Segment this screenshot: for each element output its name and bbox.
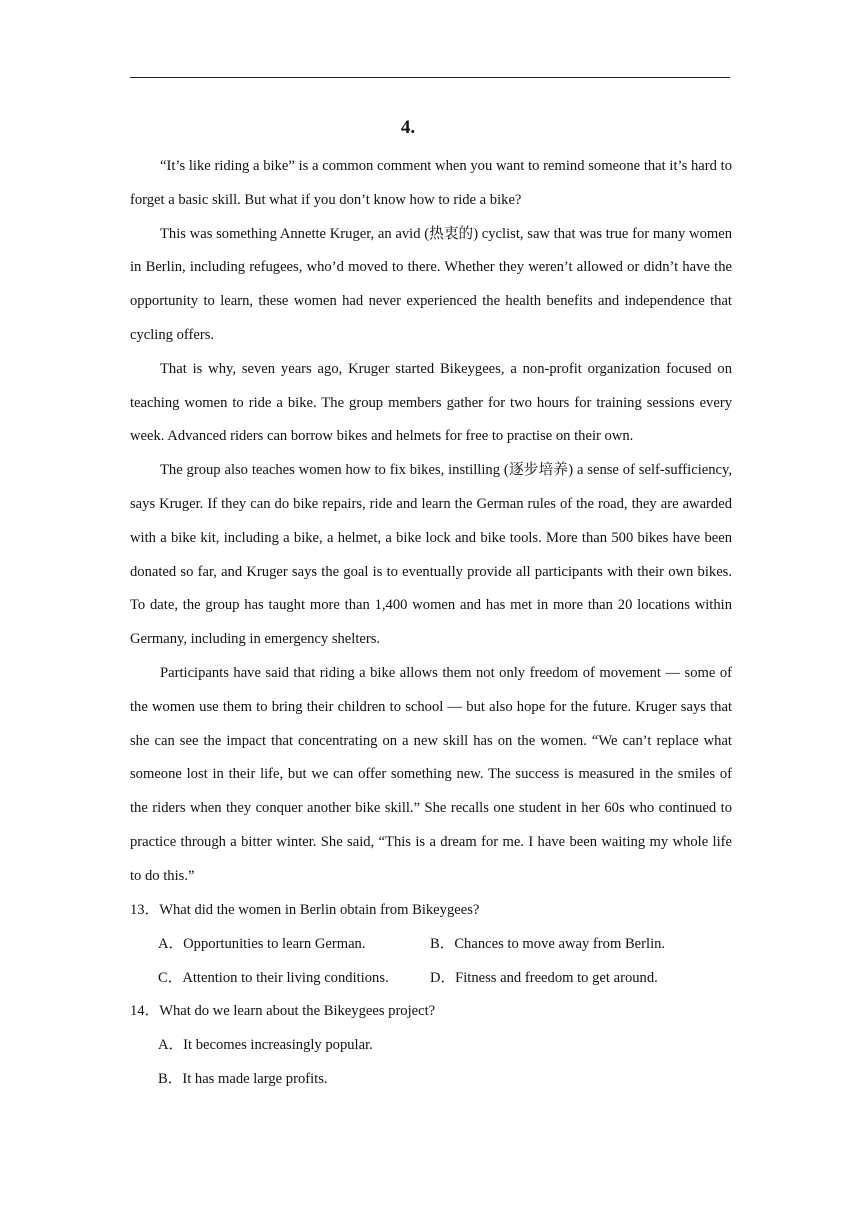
passage-body — [130, 150, 732, 894]
question-14-stem: 14．What do we learn about the Bikeygees project? — [130, 1003, 436, 1020]
question-13-options-row-2 — [130, 962, 732, 996]
questions-section — [130, 894, 732, 1097]
passage-paragraph-1: “It’s like riding a bike” is a common comment when you want to remind someone that it’s hard to forget a basic skill. But what if you don’t know how to ride a bike? — [130, 158, 732, 208]
question-13-option-a: A．Opportunities to learn German. — [158, 935, 366, 952]
question-13-options-row-1 — [130, 928, 732, 962]
question-13-stem: 13．What did the women in Berlin obtain from Bikeygees? — [130, 902, 480, 918]
header-rule — [130, 77, 730, 78]
question-14-option-b: B．It has made large profits. — [158, 1070, 328, 1087]
passage-paragraph-3: That is why, seven years ago, Kruger started Bikeygees, a non-profit organization focused on teaching women to ride a bike. The group members gather for two hours for training sessions every week. Advanced riders can borrow bikes and helmets for free to practise on their own. — [130, 360, 732, 445]
passage-paragraph-2: This was something Annette Kruger, an avid (热衷的) cyclist, saw that was true for many women in Berlin, including refugees, who’d moved to there. Whether they weren’t allowed or didn’t have the opportunity to learn, these women had never experienced the health benefits and independence that cycling offers. — [130, 225, 732, 343]
question-14-option-a: A．It becomes increasingly popular. — [158, 1037, 373, 1054]
passage-paragraph-5: Participants have said that riding a bike allows them not only freedom of movement — some of the women use them to bring their children to school — but also hope for the future. Kruger says that she can see the impact that concentrating on a new skill has on the women. “We can’t replace what someone lost in their life, but we can offer something new. The success is measured in the smiles of the riders when they conquer another bike skill.” She recalls one student in her 60s who continued to practice through a bitter winter. She said, “This is a dream for me. I have been waiting my whole life to do this.” — [130, 664, 732, 884]
passage-paragraph-4: The group also teaches women how to fix bikes, instilling (逐步培养) a sense of self-sufficiency, says Kruger. If they can do bike repairs, ride and learn the German rules of the road, they are awarded with a bike kit, including a bike, a helmet, a bike lock and bike tools. More than 500 bikes have been donated so far, and Kruger says the goal is to eventually provide all participants with their own bikes. To date, the group has taught more than 1,400 women and has met in more than 20 locations within Germany, including in emergency shelters. — [130, 462, 732, 648]
question-13-option-c: C．Attention to their living conditions. — [158, 969, 389, 986]
question-13-option-b: B．Chances to move away from Berlin. — [430, 935, 666, 952]
question-13-option-d: D．Fitness and freedom to get around. — [430, 969, 658, 986]
passage-number: 4. — [400, 117, 416, 138]
